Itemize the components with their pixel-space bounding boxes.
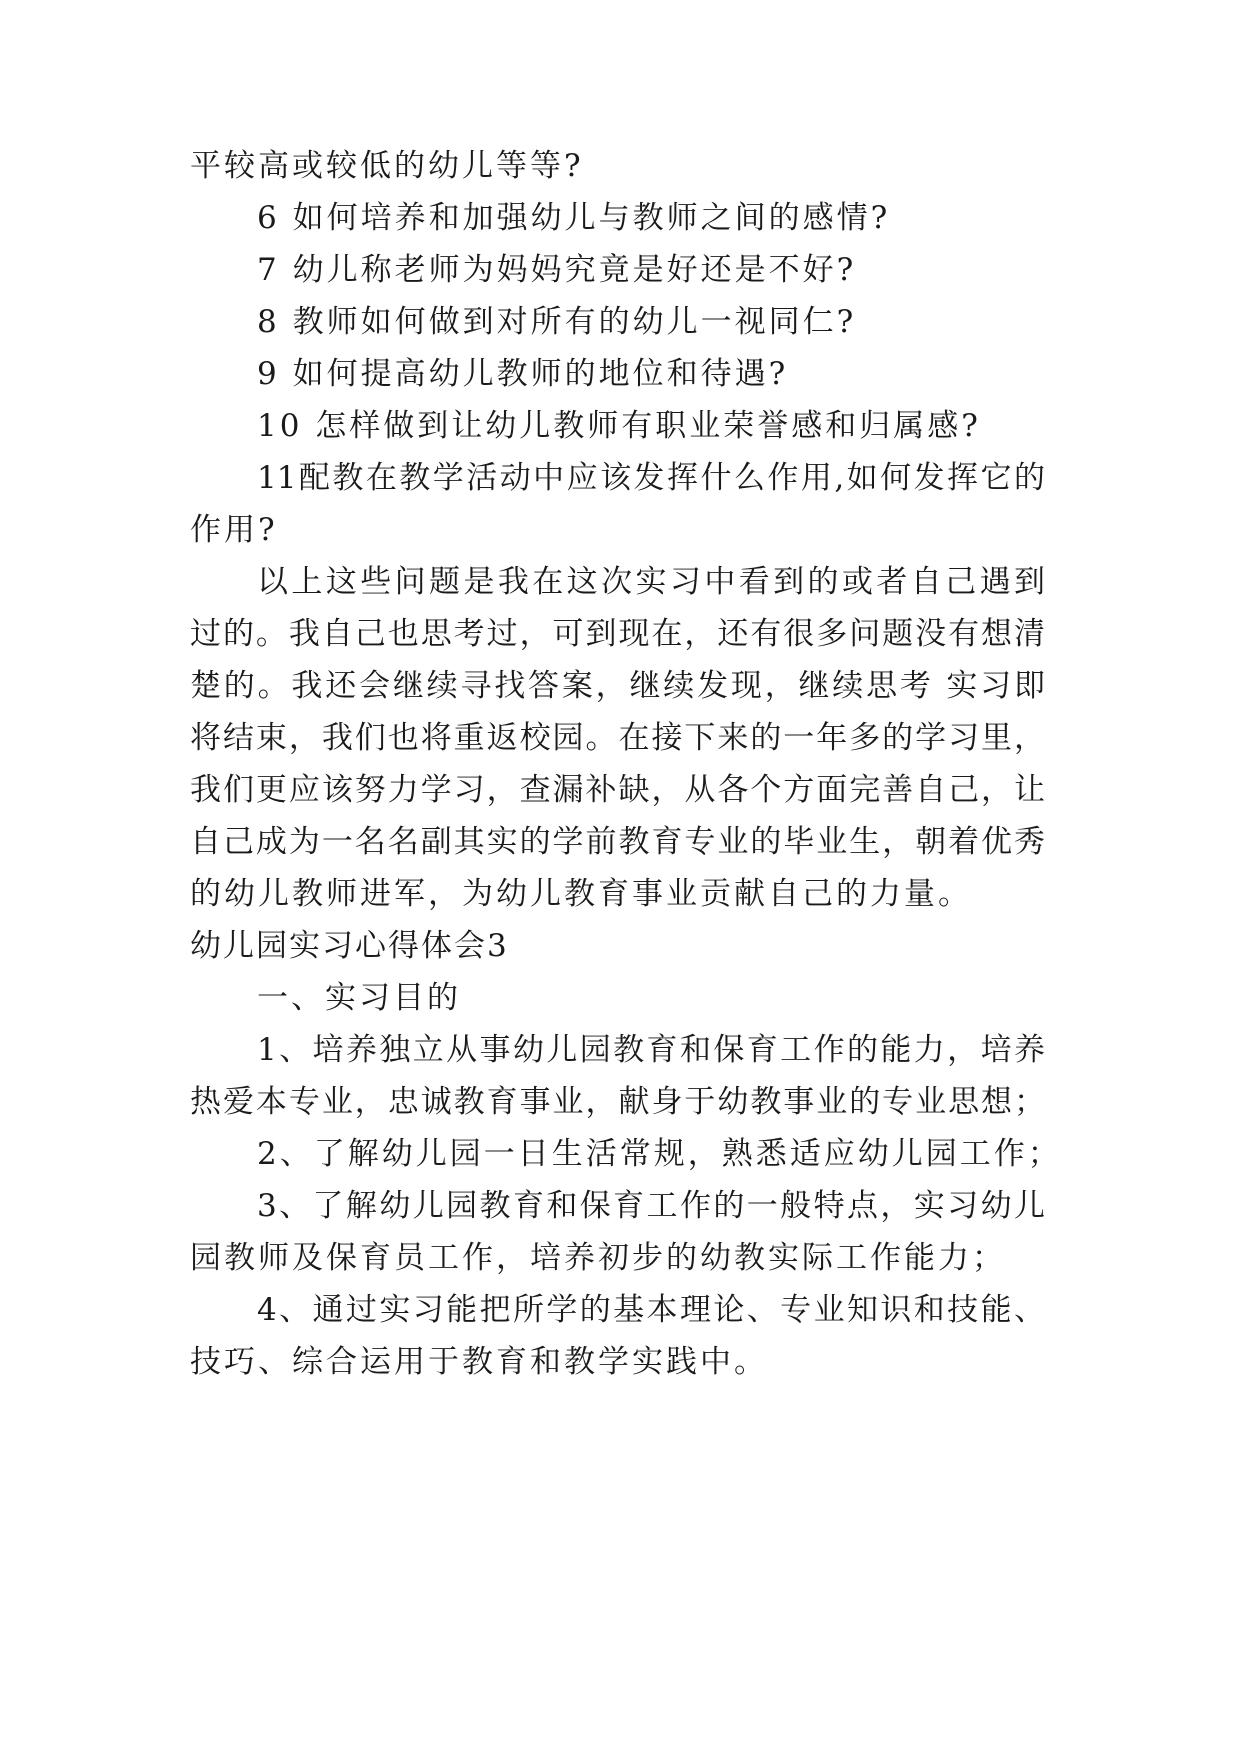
subsection-title: 一、实习目的 <box>257 980 461 1016</box>
paragraph-line: 我们更应该努力学习，查漏补缺，从各个方面完善自己，让 <box>190 772 1045 808</box>
question-item: 9 如何提高幼儿教师的地位和待遇? <box>257 356 789 392</box>
paragraph-line: 过的。我自己也思考过，可到现在，还有很多问题没有想清 <box>190 616 1045 652</box>
list-item: 2、了解幼儿园一日生活常规，熟悉适应幼儿园工作； <box>257 1136 1062 1172</box>
question-item: 11配教在教学活动中应该发挥什么作用,如何发挥它的 <box>257 460 1045 496</box>
paragraph-line: 自己成为一名名副其实的学前教育专业的毕业生，朝着优秀 <box>190 824 1045 860</box>
question-item: 7 幼儿称老师为妈妈究竟是好还是不好? <box>257 252 857 288</box>
section-title: 幼儿园实习心得体会3 <box>190 928 509 964</box>
list-item: 1、培养独立从事幼儿园教育和保育工作的能力，培养 <box>257 1032 1045 1068</box>
list-item: 热爱本专业，忠诚教育事业，献身于幼教事业的专业思想； <box>190 1084 1045 1120</box>
list-item: 3、了解幼儿园教育和保育工作的一般特点，实习幼儿 <box>257 1188 1045 1224</box>
text-line: 平较高或较低的幼儿等等? <box>190 148 584 184</box>
paragraph-line: 将结束，我们也将重返校园。在接下来的一年多的学习里， <box>190 720 1045 756</box>
paragraph-line: 的幼儿教师进军，为幼儿教育事业贡献自己的力量。 <box>190 876 972 912</box>
paragraph-line: 楚的。我还会继续寻找答案，继续发现，继续思考 实习即 <box>190 668 1045 704</box>
question-item: 8 教师如何做到对所有的幼儿一视同仁? <box>257 304 857 340</box>
list-item: 园教师及保育员工作，培养初步的幼教实际工作能力； <box>190 1240 1006 1276</box>
paragraph-line: 以上这些问题是我在这次实习中看到的或者自己遇到 <box>257 564 1045 600</box>
question-item: 10 怎样做到让幼儿教师有职业荣誉感和归属感? <box>257 408 981 444</box>
question-item: 6 如何培养和加强幼儿与教师之间的感情? <box>257 200 891 236</box>
list-item: 技巧、综合运用于教育和教学实践中。 <box>190 1344 768 1380</box>
list-item: 4、通过实习能把所学的基本理论、专业知识和技能、 <box>257 1292 1045 1328</box>
text-line: 作用? <box>190 512 278 548</box>
